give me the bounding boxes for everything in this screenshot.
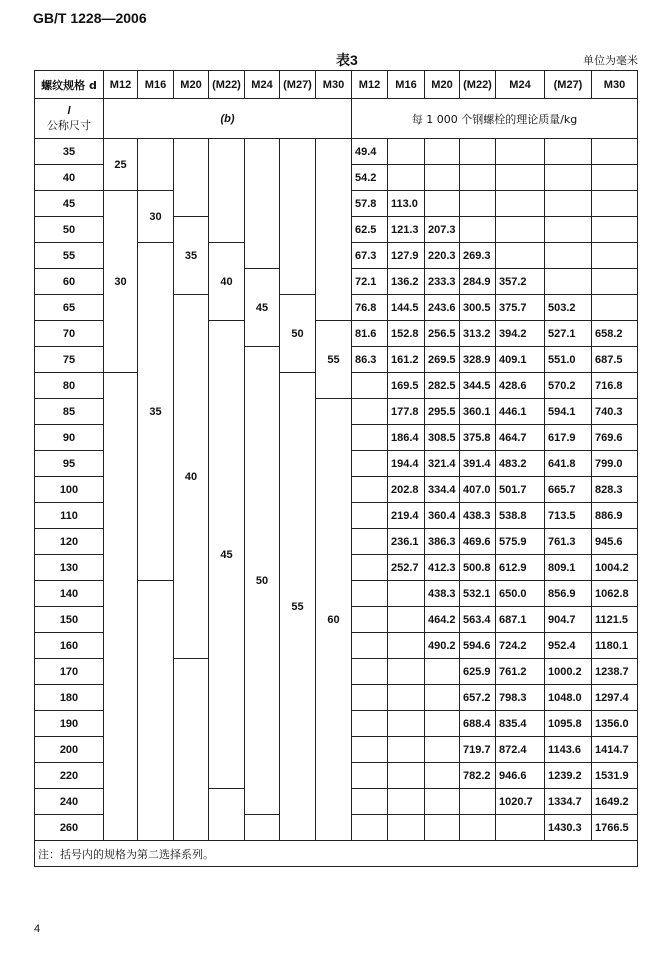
mass-value: 563.4 (460, 607, 496, 633)
size-header: (M27) (280, 71, 316, 99)
mass-value: 490.2 (425, 633, 460, 659)
bolt-mass-table (34, 70, 638, 867)
mass-value (352, 477, 388, 503)
mass-value (352, 659, 388, 685)
header-row-labels (35, 99, 638, 139)
mass-value: 375.7 (496, 295, 545, 321)
mass-value: 81.6 (352, 321, 388, 347)
b-value-m16 (138, 139, 174, 191)
mass-value: 1062.8 (592, 581, 638, 607)
mass-value: 391.4 (460, 451, 496, 477)
b-value-m22 (209, 789, 245, 841)
b-value-m12: 25 (104, 139, 138, 191)
length-value: 160 (35, 633, 104, 659)
mass-value (545, 191, 592, 217)
length-value: 80 (35, 373, 104, 399)
mass-value: 54.2 (352, 165, 388, 191)
unit-label: 单位为毫米 (583, 54, 638, 67)
mass-value: 282.5 (425, 373, 460, 399)
mass-value: 740.3 (592, 399, 638, 425)
mass-value: 438.3 (460, 503, 496, 529)
mass-value: 1766.5 (592, 815, 638, 841)
b-value-m30 (316, 139, 352, 321)
mass-value: 782.2 (460, 763, 496, 789)
mass-value: 1430.3 (545, 815, 592, 841)
mass-value (592, 139, 638, 165)
length-value: 150 (35, 607, 104, 633)
b-value-m22: 45 (209, 321, 245, 789)
mass-value (425, 815, 460, 841)
length-value: 180 (35, 685, 104, 711)
mass-value: 594.6 (460, 633, 496, 659)
b-value-m20 (174, 139, 209, 217)
mass-value: 438.3 (425, 581, 460, 607)
mass-value (592, 191, 638, 217)
mass-value (496, 815, 545, 841)
mass-value: 62.5 (352, 217, 388, 243)
mass-value: 946.6 (496, 763, 545, 789)
mass-value (460, 217, 496, 243)
b-value-m27: 55 (280, 373, 316, 841)
header-row-sizes (35, 71, 638, 99)
mass-value (352, 711, 388, 737)
mass-value: 1180.1 (592, 633, 638, 659)
mass-value (545, 165, 592, 191)
mass-value (388, 737, 425, 763)
mass-value: 1414.7 (592, 737, 638, 763)
b-value-m20: 40 (174, 295, 209, 659)
table-note: 注：括号内的规格为第二选择系列。 (35, 841, 638, 867)
mass-value: 1048.0 (545, 685, 592, 711)
mass-value (352, 607, 388, 633)
mass-value: 713.5 (545, 503, 592, 529)
mass-value (425, 737, 460, 763)
size-header: M30 (316, 71, 352, 99)
mass-value (592, 269, 638, 295)
mass-value: 269.3 (460, 243, 496, 269)
mass-value: 886.9 (592, 503, 638, 529)
mass-value: 1143.6 (545, 737, 592, 763)
mass-value: 144.5 (388, 295, 425, 321)
length-value: 100 (35, 477, 104, 503)
mass-value: 219.4 (388, 503, 425, 529)
b-value-m20 (174, 659, 209, 841)
size-header: M16 (388, 71, 425, 99)
mass-value (352, 789, 388, 815)
length-value: 200 (35, 737, 104, 763)
length-value: 65 (35, 295, 104, 321)
mass-value: 300.5 (460, 295, 496, 321)
mass-value (592, 243, 638, 269)
mass-value: 86.3 (352, 347, 388, 373)
b-value-m27 (280, 139, 316, 295)
mass-value: 1238.7 (592, 659, 638, 685)
mass-value: 483.2 (496, 451, 545, 477)
mass-value: 799.0 (592, 451, 638, 477)
table-caption: 表3 (336, 52, 358, 68)
mass-value (496, 191, 545, 217)
b-value-m30: 55 (316, 321, 352, 399)
mass-value (425, 165, 460, 191)
mass-value: 1297.4 (592, 685, 638, 711)
mass-value: 256.5 (425, 321, 460, 347)
mass-value (352, 373, 388, 399)
mass-value: 177.8 (388, 399, 425, 425)
mass-value: 856.9 (545, 581, 592, 607)
mass-value: 688.4 (460, 711, 496, 737)
mass-value (460, 139, 496, 165)
length-value: 120 (35, 529, 104, 555)
page-number: 4 (34, 923, 41, 935)
length-value: 110 (35, 503, 104, 529)
thread-spec-label: 螺纹规格 d (35, 71, 104, 99)
mass-value (388, 633, 425, 659)
length-value: 75 (35, 347, 104, 373)
mass-value: 1000.2 (545, 659, 592, 685)
mass-value: 344.5 (460, 373, 496, 399)
size-header: M20 (174, 71, 209, 99)
mass-value: 835.4 (496, 711, 545, 737)
mass-value: 202.8 (388, 477, 425, 503)
mass-value: 113.0 (388, 191, 425, 217)
length-value: 35 (35, 139, 104, 165)
mass-value: 1356.0 (592, 711, 638, 737)
mass-value (592, 295, 638, 321)
mass-value: 551.0 (545, 347, 592, 373)
mass-value: 761.3 (545, 529, 592, 555)
b-value-m24 (245, 815, 280, 841)
length-value: 90 (35, 425, 104, 451)
mass-value: 617.9 (545, 425, 592, 451)
length-value: 220 (35, 763, 104, 789)
mass-value: 76.8 (352, 295, 388, 321)
mass-value: 716.8 (592, 373, 638, 399)
mass-value: 641.8 (545, 451, 592, 477)
mass-value: 503.2 (545, 295, 592, 321)
mass-value: 233.3 (425, 269, 460, 295)
table-row (35, 139, 638, 165)
mass-value: 469.6 (460, 529, 496, 555)
length-label-cell (35, 99, 104, 139)
thread-length-label: (b) (104, 99, 352, 139)
size-header: M16 (138, 71, 174, 99)
mass-value (352, 503, 388, 529)
mass-value: 152.8 (388, 321, 425, 347)
mass-value (425, 789, 460, 815)
length-value: 50 (35, 217, 104, 243)
mass-value (352, 737, 388, 763)
mass-value: 220.3 (425, 243, 460, 269)
mass-value: 1239.2 (545, 763, 592, 789)
note-row (35, 841, 638, 867)
mass-value: 67.3 (352, 243, 388, 269)
mass-value: 665.7 (545, 477, 592, 503)
mass-value (388, 711, 425, 737)
length-value: 45 (35, 191, 104, 217)
mass-value: 952.4 (545, 633, 592, 659)
length-value: 140 (35, 581, 104, 607)
mass-value: 501.7 (496, 477, 545, 503)
b-value-m16: 35 (138, 243, 174, 581)
length-value: 95 (35, 451, 104, 477)
mass-value (496, 217, 545, 243)
b-value-m12: 30 (104, 191, 138, 373)
mass-value: 243.6 (425, 295, 460, 321)
b-value-m22: 40 (209, 243, 245, 321)
mass-value: 308.5 (425, 425, 460, 451)
mass-value (496, 139, 545, 165)
mass-value (545, 269, 592, 295)
mass-value: 769.6 (592, 425, 638, 451)
mass-value (425, 711, 460, 737)
mass-value (460, 789, 496, 815)
size-header: M30 (592, 71, 638, 99)
mass-value: 657.2 (460, 685, 496, 711)
b-value-m27: 50 (280, 295, 316, 373)
mass-value: 872.4 (496, 737, 545, 763)
mass-value: 538.8 (496, 503, 545, 529)
b-value-m24: 45 (245, 269, 280, 347)
mass-value (352, 399, 388, 425)
size-header: (M22) (209, 71, 245, 99)
mass-value (352, 633, 388, 659)
length-value: 55 (35, 243, 104, 269)
mass-value: 500.8 (460, 555, 496, 581)
mass-value (388, 659, 425, 685)
mass-value: 169.5 (388, 373, 425, 399)
mass-value: 612.9 (496, 555, 545, 581)
size-header: M24 (245, 71, 280, 99)
mass-value (388, 815, 425, 841)
mass-value: 407.0 (460, 477, 496, 503)
b-value-m20: 35 (174, 217, 209, 295)
mass-value (352, 763, 388, 789)
mass-value (496, 165, 545, 191)
mass-value: 809.1 (545, 555, 592, 581)
mass-value: 687.1 (496, 607, 545, 633)
mass-value (388, 763, 425, 789)
mass-value (425, 191, 460, 217)
mass-value (352, 555, 388, 581)
mass-value (388, 581, 425, 607)
size-header: (M22) (460, 71, 496, 99)
length-value: 40 (35, 165, 104, 191)
length-symbol: l (67, 104, 71, 117)
table-body (35, 71, 638, 867)
mass-value: 72.1 (352, 269, 388, 295)
mass-value: 761.2 (496, 659, 545, 685)
mass-value: 828.3 (592, 477, 638, 503)
mass-value (388, 165, 425, 191)
standard-number: GB/T 1228—2006 (33, 10, 147, 26)
mass-value: 1121.5 (592, 607, 638, 633)
b-value-m22 (209, 139, 245, 243)
mass-value (545, 243, 592, 269)
mass-value (425, 659, 460, 685)
mass-value: 527.1 (545, 321, 592, 347)
mass-value: 194.4 (388, 451, 425, 477)
mass-value (460, 815, 496, 841)
size-header: M24 (496, 71, 545, 99)
nominal-size-label: 公称尺寸 (47, 118, 91, 132)
mass-value: 904.7 (545, 607, 592, 633)
mass-value (352, 451, 388, 477)
mass-value: 1095.8 (545, 711, 592, 737)
mass-value (425, 685, 460, 711)
mass-value: 295.5 (425, 399, 460, 425)
mass-value: 1334.7 (545, 789, 592, 815)
length-value: 170 (35, 659, 104, 685)
mass-value (388, 607, 425, 633)
mass-value: 386.3 (425, 529, 460, 555)
mass-value: 1531.9 (592, 763, 638, 789)
size-header: M20 (425, 71, 460, 99)
mass-value: 57.8 (352, 191, 388, 217)
mass-value: 284.9 (460, 269, 496, 295)
mass-value: 136.2 (388, 269, 425, 295)
mass-value: 269.5 (425, 347, 460, 373)
size-header: M12 (352, 71, 388, 99)
mass-value (425, 763, 460, 789)
mass-value: 375.8 (460, 425, 496, 451)
b-value-m24: 50 (245, 347, 280, 815)
mass-label: 每 1 000 个钢螺栓的理论质量/kg (352, 99, 638, 139)
mass-value (352, 581, 388, 607)
mass-value: 357.2 (496, 269, 545, 295)
mass-value: 1020.7 (496, 789, 545, 815)
mass-value: 719.7 (460, 737, 496, 763)
b-value-m16 (138, 581, 174, 841)
mass-value: 1004.2 (592, 555, 638, 581)
mass-value (460, 191, 496, 217)
mass-value (592, 165, 638, 191)
length-value: 85 (35, 399, 104, 425)
size-header: (M27) (545, 71, 592, 99)
mass-value: 570.2 (545, 373, 592, 399)
mass-value (496, 243, 545, 269)
mass-value: 798.3 (496, 685, 545, 711)
mass-value: 161.2 (388, 347, 425, 373)
mass-value (352, 815, 388, 841)
mass-value (592, 217, 638, 243)
mass-value: 464.7 (496, 425, 545, 451)
mass-value: 121.3 (388, 217, 425, 243)
length-value: 240 (35, 789, 104, 815)
mass-value: 724.2 (496, 633, 545, 659)
mass-value: 532.1 (460, 581, 496, 607)
mass-value (545, 217, 592, 243)
mass-value: 360.4 (425, 503, 460, 529)
mass-value (388, 685, 425, 711)
b-value-m16: 30 (138, 191, 174, 243)
mass-value: 446.1 (496, 399, 545, 425)
length-value: 260 (35, 815, 104, 841)
mass-value: 650.0 (496, 581, 545, 607)
mass-value (352, 685, 388, 711)
mass-value: 594.1 (545, 399, 592, 425)
mass-value: 687.5 (592, 347, 638, 373)
length-value: 60 (35, 269, 104, 295)
mass-value: 313.2 (460, 321, 496, 347)
mass-value: 394.2 (496, 321, 545, 347)
mass-value: 625.9 (460, 659, 496, 685)
mass-value: 409.1 (496, 347, 545, 373)
mass-value: 207.3 (425, 217, 460, 243)
mass-value (352, 529, 388, 555)
mass-value: 658.2 (592, 321, 638, 347)
mass-value: 334.4 (425, 477, 460, 503)
mass-value (352, 425, 388, 451)
b-value-m12 (104, 373, 138, 841)
size-header: M12 (104, 71, 138, 99)
length-value: 190 (35, 711, 104, 737)
mass-value (388, 789, 425, 815)
mass-value: 575.9 (496, 529, 545, 555)
b-value-m30: 60 (316, 399, 352, 841)
mass-value (425, 139, 460, 165)
mass-value: 360.1 (460, 399, 496, 425)
b-value-m24 (245, 139, 280, 269)
mass-value (460, 165, 496, 191)
mass-value: 252.7 (388, 555, 425, 581)
mass-value (545, 139, 592, 165)
mass-value: 412.3 (425, 555, 460, 581)
mass-value (388, 139, 425, 165)
mass-value: 464.2 (425, 607, 460, 633)
mass-value: 328.9 (460, 347, 496, 373)
length-value: 70 (35, 321, 104, 347)
mass-value: 945.6 (592, 529, 638, 555)
mass-value: 236.1 (388, 529, 425, 555)
mass-value: 186.4 (388, 425, 425, 451)
mass-value: 321.4 (425, 451, 460, 477)
mass-value: 428.6 (496, 373, 545, 399)
mass-value: 1649.2 (592, 789, 638, 815)
mass-value: 127.9 (388, 243, 425, 269)
length-value: 130 (35, 555, 104, 581)
mass-value: 49.4 (352, 139, 388, 165)
